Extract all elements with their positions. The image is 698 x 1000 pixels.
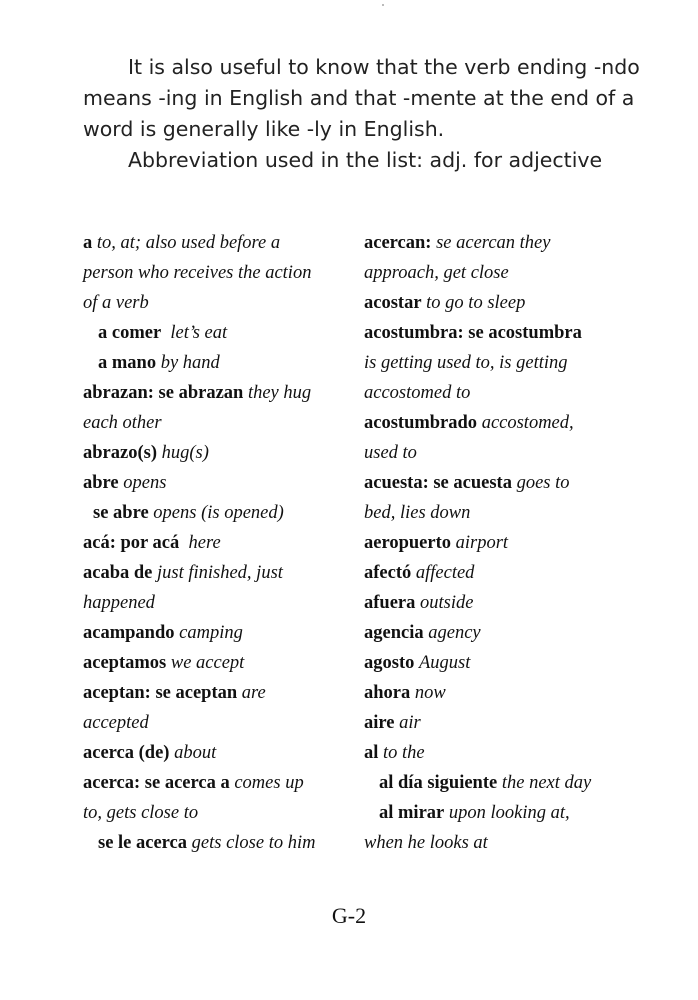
glossary-line: afuera outside [364, 593, 474, 613]
glossary-line: a comer let’s eat [98, 323, 228, 343]
intro-line-1: It is also useful to know that the verb ending -ndo [128, 55, 640, 79]
glossary-line: accepted [83, 713, 149, 733]
glossary-line: al mirar upon looking at, [379, 803, 570, 823]
glossary-line: abrazan: se abrazan they hug [83, 383, 312, 403]
glossary-line: aceptan: se aceptan are [83, 683, 266, 703]
glossary-line: acuesta: se acuesta goes to [364, 473, 570, 493]
glossary-line: acerca: se acerca a comes up [83, 773, 304, 793]
glossary-line: acostumbra: se acostumbra [364, 323, 582, 343]
glossary-line: aeropuerto airport [364, 533, 509, 553]
glossary-column-left [83, 228, 351, 858]
intro-line-3: word is generally like -ly in English. [83, 117, 445, 141]
glossary-line: abre opens [83, 473, 167, 493]
glossary-line: acostar to go to sleep [364, 293, 526, 313]
abbreviation-note: Abbreviation used in the list: adj. for adjective [128, 148, 603, 172]
glossary-line: se abre opens (is opened) [93, 503, 284, 523]
glossary-line: a to, at; also used before a [83, 233, 281, 253]
glossary-line: afectó affected [364, 563, 475, 583]
glossary-line: aceptamos we accept [83, 653, 245, 673]
glossary-line: acá: por acá here [83, 533, 221, 553]
glossary-line: abrazo(s) hug(s) [83, 443, 209, 463]
glossary-line: a mano by hand [98, 353, 220, 373]
intro-line-2: means -ing in English and that -mente at the end of a [83, 86, 635, 110]
glossary-line: to, gets close to [83, 803, 199, 823]
glossary-line: is getting used to, is getting [364, 353, 568, 373]
glossary-line: each other [83, 413, 162, 433]
glossary-line: approach, get close [364, 263, 509, 283]
intro-paragraph [83, 52, 643, 176]
glossary-line: se le acerca gets close to him [98, 833, 316, 853]
glossary-line: happened [83, 593, 155, 613]
glossary-line: agencia agency [364, 623, 481, 643]
glossary-line: al día siguiente the next day [379, 773, 592, 793]
glossary-line: acampando camping [83, 623, 243, 643]
glossary-line: acaba de just finished, just [83, 563, 283, 583]
glossary-line: acostumbrado accostomed, [364, 413, 574, 433]
glossary-line: ahora now [364, 683, 446, 703]
glossary-column-right [364, 228, 654, 858]
glossary-line: person who receives the action [83, 263, 312, 283]
page-number: G-2 [331, 903, 367, 928]
glossary-line: bed, lies down [364, 503, 471, 523]
glossary-line: al to the [364, 743, 425, 763]
scan-speck [382, 4, 384, 6]
glossary-line: aire air [364, 713, 421, 733]
glossary-line: agosto August [364, 653, 471, 673]
glossary-line: accostomed to [364, 383, 471, 403]
glossary-line: acercan: se acercan they [364, 233, 551, 253]
glossary-line: of a verb [83, 293, 149, 313]
glossary-line: when he looks at [364, 833, 488, 853]
glossary-line: used to [364, 443, 417, 463]
glossary-line: acerca (de) about [83, 743, 217, 763]
